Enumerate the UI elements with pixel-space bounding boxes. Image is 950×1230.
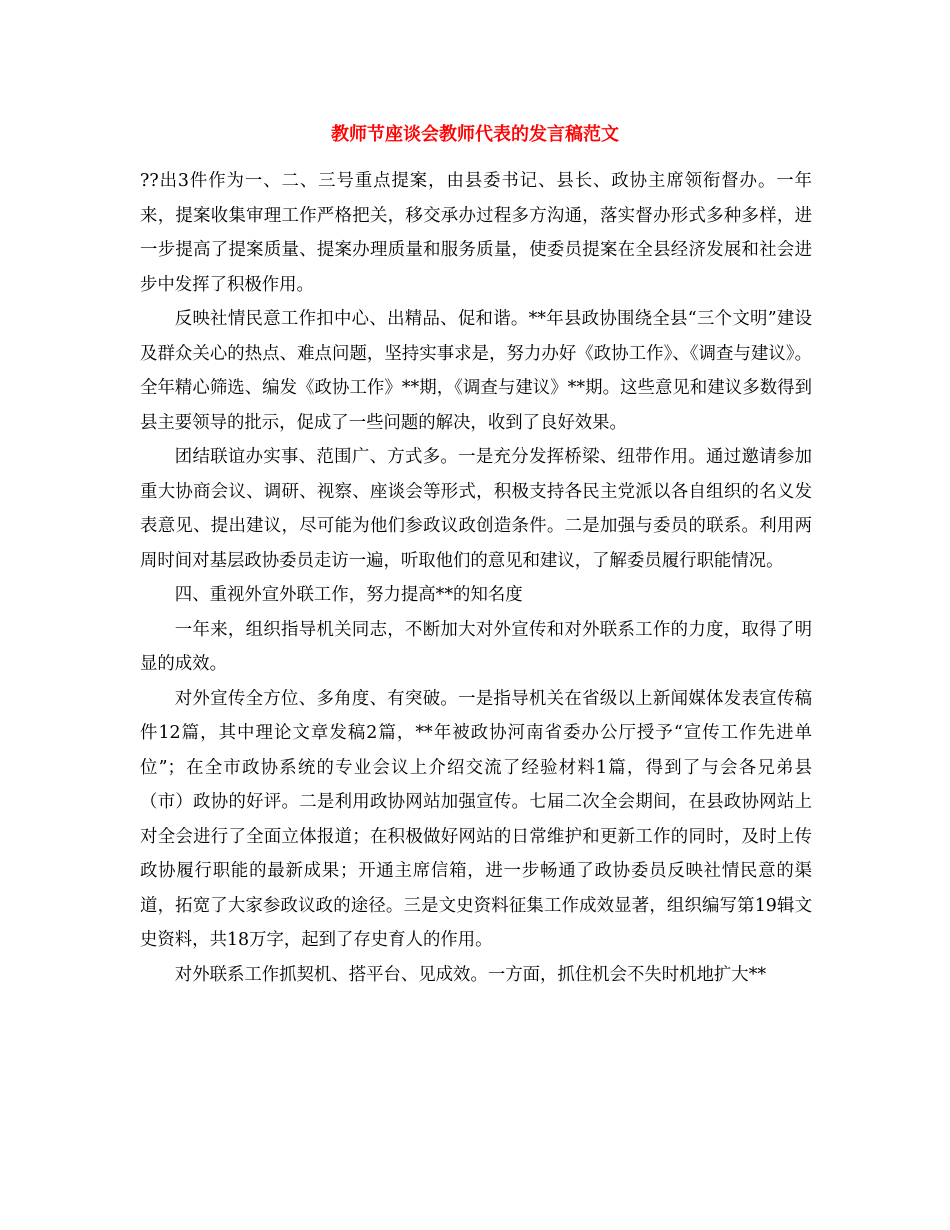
paragraph: ??出3件作为一、二、三号重点提案，由县委书记、县长、政协主席领衔督办。一年来，提案收集审理工作严格把关，移交承办过程多方沟通，落实督办形式多种多样，进一步提高了提案质量、提案办理质量和服务质量，使委员提案在全县经济发展和社会进步中发挥了积极作用。 <box>140 171 812 295</box>
document-body <box>140 164 812 992</box>
section-heading: 四、重视外宣外联工作，努力提高**的知名度 <box>174 585 523 605</box>
paragraph: 反映社情民意工作扣中心、出精品、促和谐。**年县政协围绕全县“三个文明”建设及群众关心的热点、难点问题，坚持实事求是，努力办好《政协工作》、《调查与建议》。全年精心筛选、编发《政协工作》**期，《调查与建议》**期。这些意见和建议多数得到县主要领导的批示，促成了一些问题的解决，收到了良好效果。 <box>140 309 812 433</box>
document-title: 教师节座谈会教师代表的发言稿范文 <box>331 124 619 145</box>
paragraph: 团结联谊办实事、范围广、方式多。一是充分发挥桥梁、纽带作用。通过邀请参加重大协商会议、调研、视察、座谈会等形式，积极支持各民主党派以各自组织的名义发表意见、提出建议，尽可能为他们参政议政创造条件。二是加强与委员的联系。利用两周时间对基层政协委员走访一遍，听取他们的意见和建议，了解委员履行职能情况。 <box>140 447 812 571</box>
paragraph: 对外联系工作抓契机、搭平台、见成效。一方面，抓住机会不失时机地扩大** <box>174 964 767 985</box>
paragraph: 一年来，组织指导机关同志，不断加大对外宣传和对外联系工作的力度，取得了明显的成效。 <box>140 619 812 674</box>
paragraph: 对外宣传全方位、多角度、有突破。一是指导机关在省级以上新闻媒体发表宣传稿件12篇，其中理论文章发稿2篇，**年被政协河南省委办公厅授予“宣传工作先进单位”；在全市政协系统的专业会议上介绍交流了经验材料1篇，得到了与会各兄弟县（市）政协的好评。二是利用政协网站加强宣传。七届二次全会期间，在县政协网站上对全会进行了全面立体报道；在积极做好网站的日常维护和更新工作的同时，及时上传政协履行职能的最新成果；开通主席信箱，进一步畅通了政协委员反映社情民意的渠道，拓宽了大家参政议政的途径。三是文史资料征集工作成效显著，组织编写第19辑文史资料，共18万字，起到了存史育人的作用。 <box>140 688 812 950</box>
